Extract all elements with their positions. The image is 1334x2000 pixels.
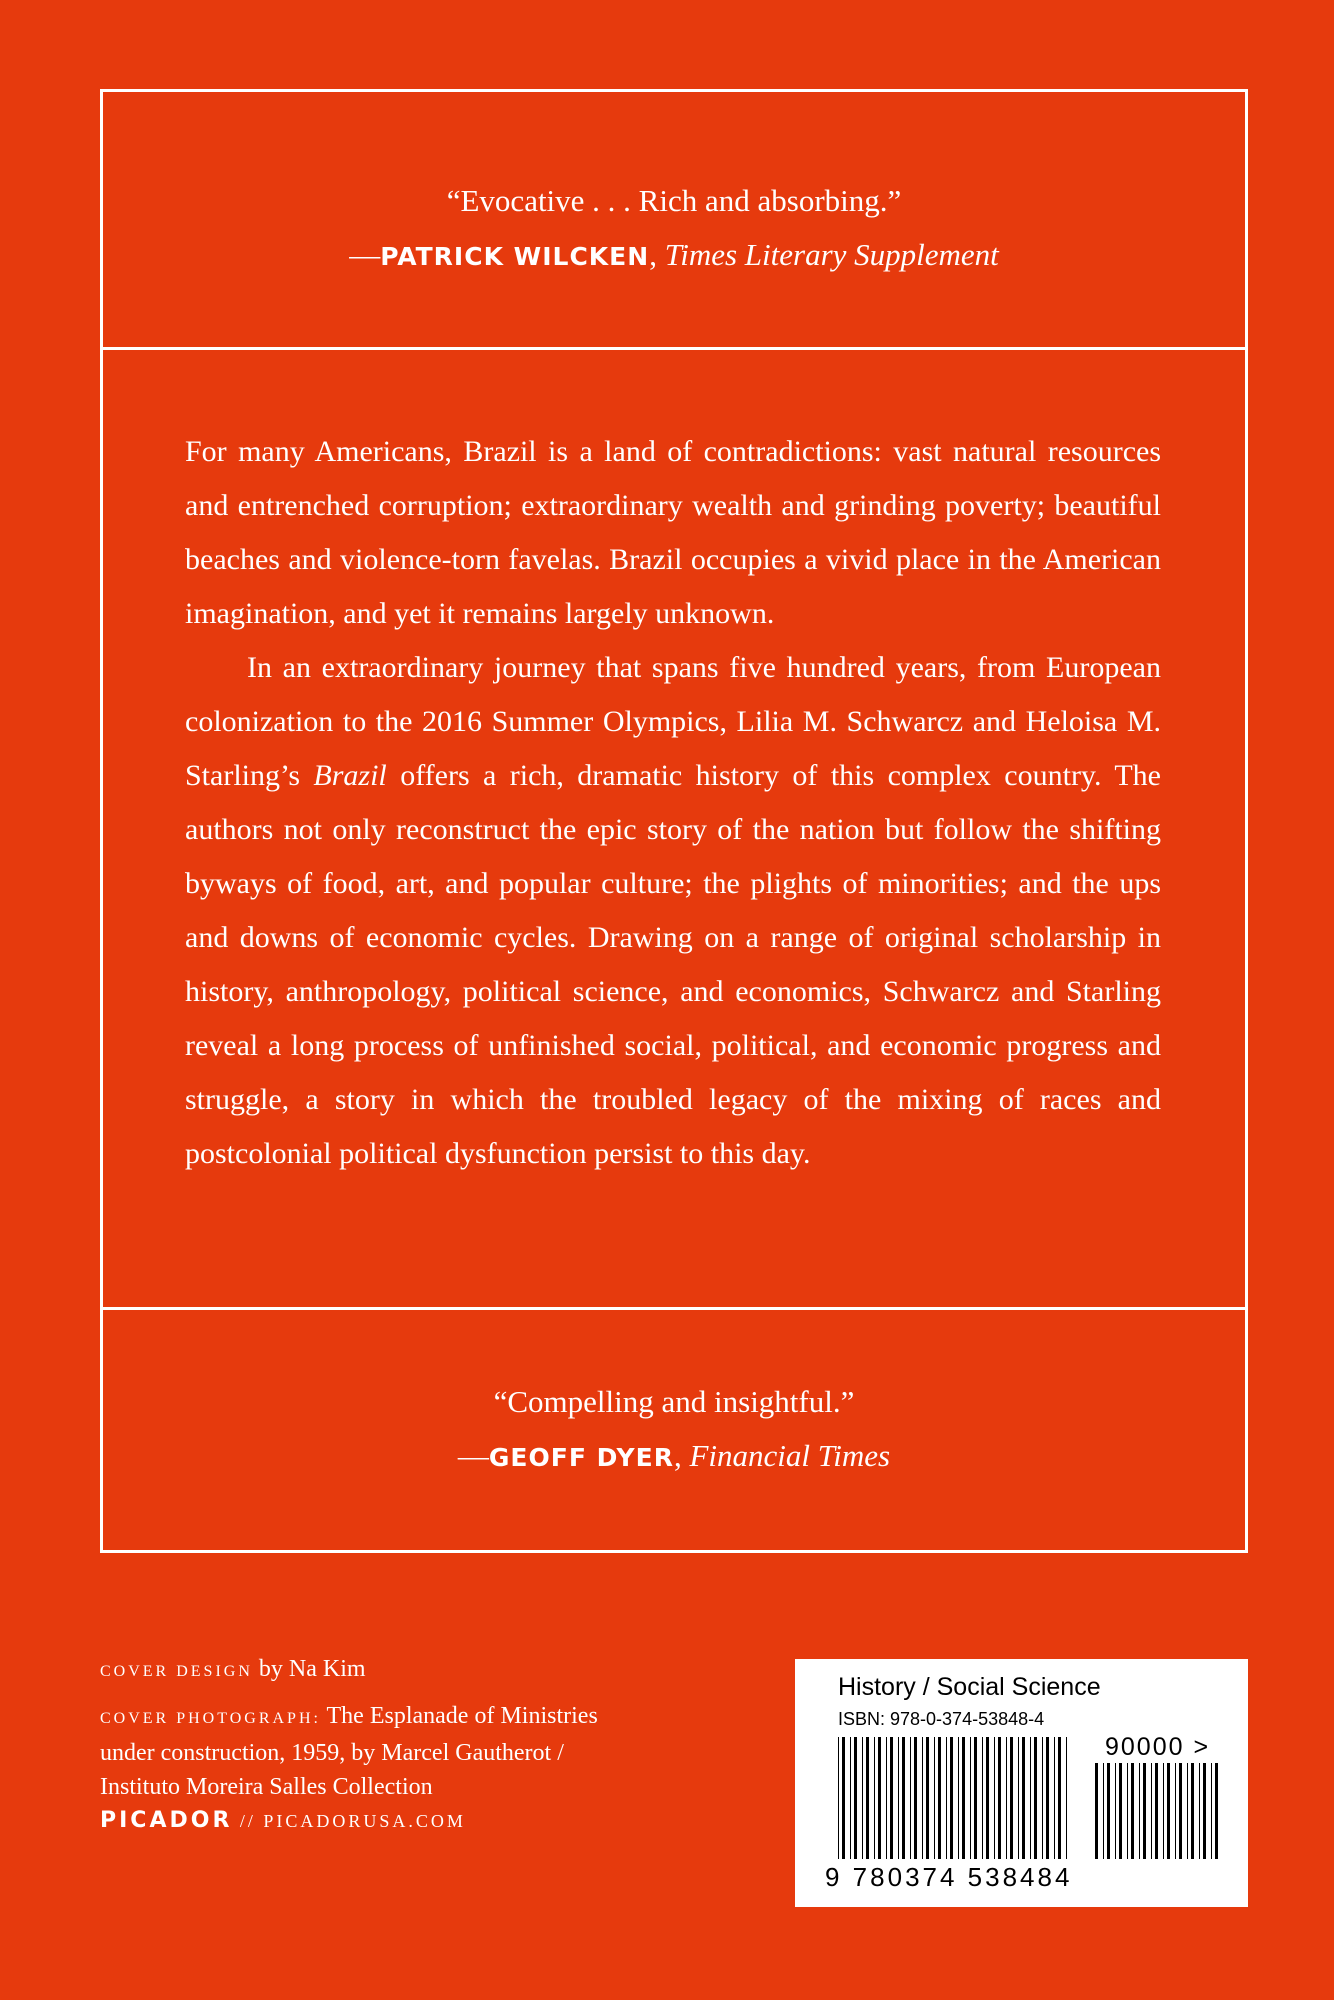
- cover-credits: [100, 1652, 700, 1838]
- top-quote-separator: ,: [649, 237, 665, 272]
- bottom-quote-dash: —: [457, 1438, 489, 1473]
- top-quote-publication: Times Literary Supplement: [664, 237, 999, 272]
- content-frame: [100, 89, 1248, 1553]
- cover-design-label: COVER DESIGN: [100, 1663, 253, 1680]
- top-quote-attribution: [103, 228, 1245, 284]
- publisher-row: [100, 1804, 700, 1838]
- publisher-separator: //: [232, 1811, 264, 1831]
- paragraph-2-start: In an extraordinary journey that spans five hundred years, from European colonization to the 2016 Summer Olympics, Lilia M. Schwarcz and Heloisa M. Starling’s: [185, 651, 1161, 792]
- bottom-quote-publication: Financial Times: [689, 1438, 891, 1473]
- cover-photo-line-2: under construction, 1959, by Marcel Gautherot /: [100, 1740, 564, 1766]
- bottom-quote-reviewer: GEOFF DYER: [488, 1443, 674, 1472]
- bottom-quote-separator: ,: [673, 1438, 690, 1473]
- cover-photo-credit-line-1: [100, 1699, 700, 1736]
- cover-photo-label: COVER PHOTOGRAPH:: [100, 1710, 321, 1727]
- bottom-quote-text: “Compelling and insightful.”: [493, 1384, 855, 1419]
- description-paragraph-1: For many Americans, Brazil is a land of contradictions: vast natural resources and entrenched corruption; extraordinary wealth and grinding poverty; beautiful beaches and violence-torn favelas. Brazil occupies a vivid place in the American imagination, and yet it remains largely unknown.: [185, 435, 1161, 630]
- bottom-quote-attribution: [103, 1429, 1245, 1485]
- top-quote-reviewer: PATRICK WILCKEN: [380, 242, 650, 271]
- cover-design-value: by Na Kim: [252, 1656, 366, 1682]
- book-title-italic: Brazil: [313, 759, 387, 792]
- paragraph-2-end: offers a rich, dramatic history of this complex country. The authors not only reconstruct the epic story of the nation but follow the shifting byways of food, art, and popular culture; the plights of minorities; and the ups and downs of economic cycles. Drawing on a range of original scholarship in history, anthropology, political science, and economics, Schwarcz and Starling reveal a long process of unfinished social, political, and economic progress and struggle, a story in which the troubled legacy of the mixing of races and postcolonial political dysfunction persist to this day.: [185, 759, 1161, 1170]
- publisher-website: PICADORUSA.COM: [263, 1811, 466, 1831]
- barcode-isbn: ISBN: 978-0-374-53848-4: [838, 1709, 1045, 1729]
- barcode-price-code: 90000 >: [1105, 1733, 1211, 1761]
- divider-bottom: [103, 1307, 1245, 1310]
- top-quote-dash: —: [349, 237, 381, 272]
- cover-design-credit: [100, 1652, 700, 1689]
- cover-photo-line-3: Instituto Moreira Salles Collection: [100, 1774, 433, 1800]
- top-quote-text: “Evocative . . . Rich and absorbing.”: [446, 183, 902, 218]
- publisher-logo: PICADOR: [100, 1808, 233, 1833]
- barcode-number: 9 780374 538484: [825, 1862, 1073, 1892]
- divider-top: [103, 347, 1245, 350]
- cover-photo-line-1: The Esplanade of Ministries: [320, 1703, 598, 1729]
- barcode-label: [795, 1659, 1248, 1907]
- bottom-review-quote: [103, 1375, 1245, 1485]
- barcode-category: History / Social Science: [838, 1673, 1101, 1701]
- top-review-quote: [103, 174, 1245, 284]
- book-description: [185, 425, 1161, 1181]
- description-paragraph-2: [185, 641, 1161, 1181]
